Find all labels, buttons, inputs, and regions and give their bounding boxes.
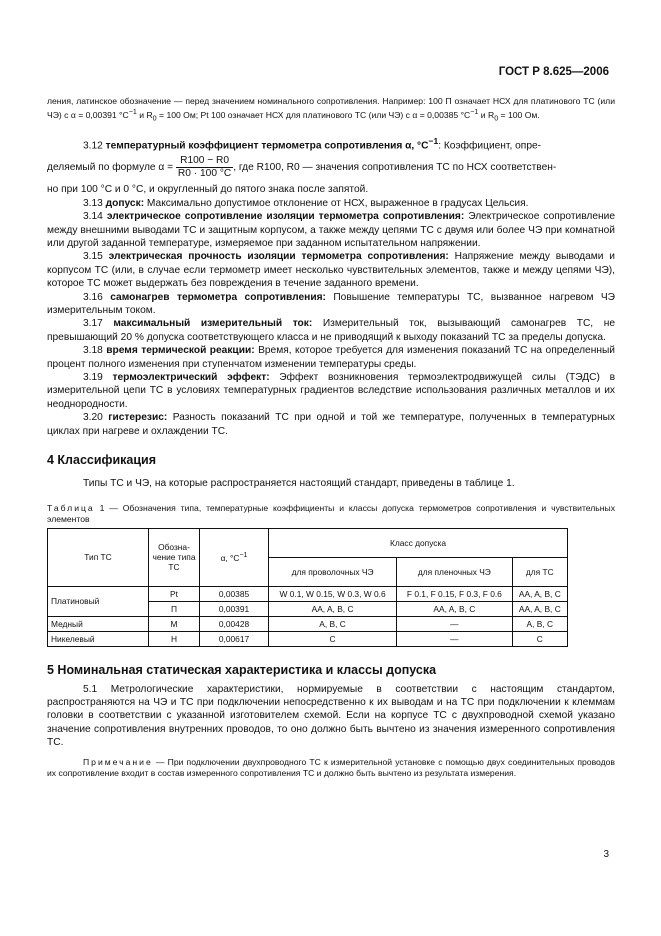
table-caption: Таблица 1 — Обозначения типа, температурные коэффициенты и классы допуска термометров сопротивления и чувствительных элементов	[47, 502, 615, 524]
definition-3-14: 3.14 электрическое сопротивление изоляции термометра сопротивления: Электрическое сопротивление между внешними выводами ТС и защитным корпусом, а также между цепями ТС с двумя или более ЧЭ при комнатной или другой заданной температуре, измеряемое при заданном испытательном напряжении.	[47, 211, 615, 249]
document-header: ГОСТ Р 8.625—2006	[498, 66, 609, 78]
definition-3-13: 3.13 допуск: Максимально допустимое отклонение от НСХ, выраженное в градусах Цельсия.	[83, 197, 529, 209]
formula-fraction: $\frac{R100 - R0}{R0 \cdot 100 ^\circ С}$	[177, 155, 232, 180]
definition-3-15: 3.15 электрическая прочность изоляции термометра сопротивления: Напряжение между выводами и корпусом ТС (или, в случае если термометр имеет несколько чувствительных элементов, также и между цепями ЧЭ), которое ТС может выдержать без повреждения в течение заданного времени.	[47, 251, 615, 290]
definition-3-16: 3.16 самонагрев термометра сопротивления: Повышение температуры ТС, вызванное нагревом ЧЭ измерительным током.	[47, 291, 615, 317]
col-class-header: Класс допуска	[269, 528, 568, 557]
definition-3-12: 3.12 температурный коэффициент термометра сопротивления α, $^\circ С^{-1}$: Коэффициент, опре-	[83, 135, 542, 151]
continued-paragraph: ления, латинское обозначение — перед значением номинального сопротивления. Например: 100 П означает НСХ для платинового ТС (или ЧЭ) с α = 0,00391 $^\circ С^{-1}$ и $R_0 = 100$ Ом; Pt 100 означает НСХ для платинового ТС (или ЧЭ) с α = 0,00385 $^\circ С^{-1}$ и $R_0 = 100$ Ом.	[47, 96, 615, 123]
table-row: Никелевый Н 0,00617 C — C	[48, 631, 568, 646]
col-film-header: для пленочных ЧЭ	[397, 557, 512, 586]
section-4-heading: 4 Классификация	[47, 453, 157, 468]
definition-3-12-formula: деляемый по формуле α = $\frac{R100 - R0}{R0 \cdot 100 ^\circ С}$ , где R100, R0 — значения сопротивления ТС по НСХ соответствен-	[47, 155, 557, 180]
table-row: Медный М 0,00428 A, B, C — A, B, C	[48, 616, 568, 631]
section-5-paragraph: 5.1 Метрологические характеристики, нормируемые в соответствии с настоящим стандартом, распространяются на ЧЭ и ТС при подключении непосредственно к их выводам и на ТС при подключении к клеммам головки в соответствии с указанной изготовителем схемой. Если на корпусе ТС с двухпроводной схемой указано значение сопротивления внутренних проводов, то оно должно быть вычтено из значения измеренного сопротивления ТС.	[47, 683, 615, 749]
table-row: П 0,00391 AA, A, B, C AA, A, B, C AA, A, B, C	[48, 601, 568, 616]
page-number: 3	[603, 849, 609, 860]
definition-3-12-end: но при 100 °С и 0 °С, и округленный до пятого знака после запятой.	[47, 184, 369, 196]
col-alpha-header: α, $^\circ С^{-1}$	[200, 528, 269, 586]
note: Примечание — При подключении двухпроводного ТС к измерительной установке с помощью двух соединительных проводов их сопротивление входит в состав измеренного сопротивления ТС и должно быть вычтено из результата измерения.	[47, 756, 615, 778]
definition-3-18: 3.18 время термической реакции: Время, которое требуется для изменения показаний ТС на определенный процент полного изменения при ступенчатом изменении температуры среды.	[47, 345, 615, 370]
section-4-paragraph: Типы ТС и ЧЭ, на которые распространяется настоящий стандарт, приведены в таблице 1.	[83, 478, 515, 490]
definition-3-19: 3.19 термоэлектрический эффект: Эффект возникновения термоэлектродвижущей силы (ТЭДС) в измерительной цепи ТС в условиях температурных градиентов вследствие использования различных металлов и их неоднородности.	[47, 372, 615, 410]
col-designation-header: Обозна-чение типа ТС	[149, 528, 200, 586]
page-content	[47, 96, 615, 779]
col-wire-header: для проволочных ЧЭ	[269, 557, 397, 586]
classification-table	[47, 528, 568, 647]
table-row: Платиновый Pt 0,00385 W 0.1, W 0.15, W 0.3, W 0.6 F 0.1, F 0.15, F 0.3, F 0.6 AA, A, B, C	[48, 586, 568, 601]
section-5-heading: 5 Номинальная статическая характеристика и классы допуска	[47, 662, 437, 677]
definition-3-20: 3.20 гистерезис: Разность показаний ТС при одной и той же температуре, полученных в температурных циклах при нагреве и охлаждении ТС.	[47, 412, 615, 437]
col-ts-header: для ТС	[512, 557, 567, 586]
col-type-header: Тип ТС	[48, 528, 149, 586]
definition-3-17: 3.17 максимальный измерительный ток: Измерительный ток, вызывающий самонагрев ТС, не превышающий 20 % допуска соответствующего класса и не приводящий к выходу показаний ТС за пределы допуска.	[47, 318, 615, 343]
